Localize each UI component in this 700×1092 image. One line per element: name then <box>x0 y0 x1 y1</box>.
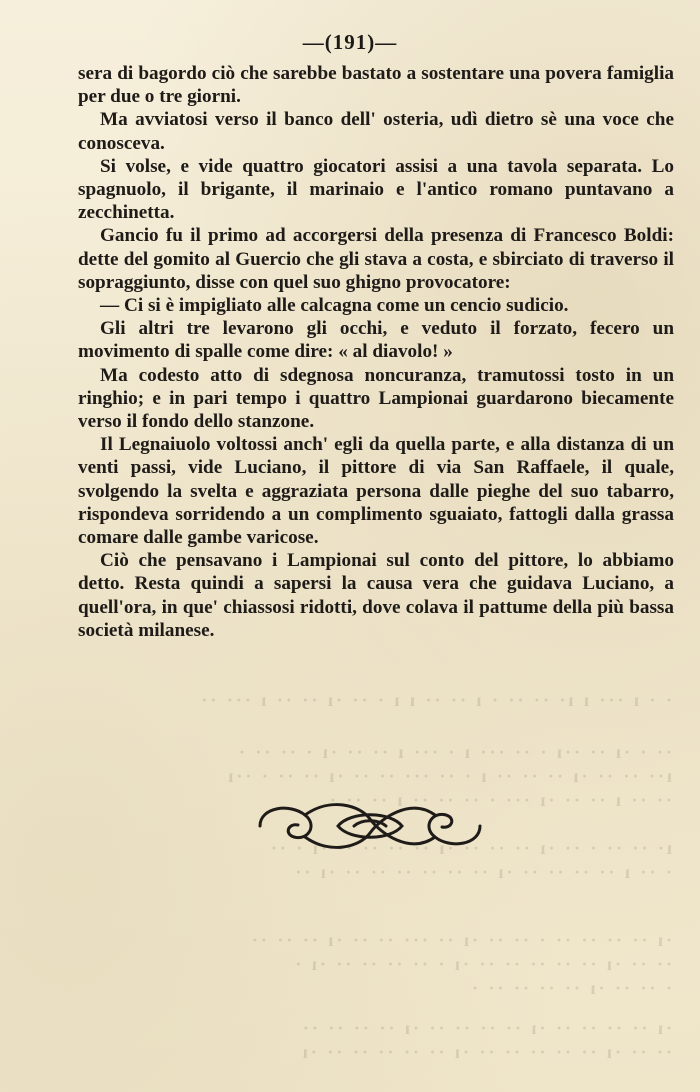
show-through-text: ı· ·· ·· · ·· ·ı ·· ·· ·· ·ı ·· ·· ·· ·· ·ı · ·· <box>267 838 672 858</box>
paragraph: Gancio fu il primo ad accorgersi della presenza di Francesco Boldi: dette del gomito al Guercio che gli stava a costa, e sbirciato di traverso il sopraggiunto, disse con quel suo ghigno provocatore: <box>78 225 674 293</box>
paragraph: Gli altri tre levarono gli occhi, e veduto il forzato, fecero un movimento di spalle come dire: « al diavolo! » <box>78 318 674 363</box>
show-through-text: ·· ·· ·ı ·· ·· ·· ·· ·· ·ı · ·· ·· ·· ·· ·ı · <box>292 954 672 974</box>
show-through-text: ·ı ·· ·· ·· ·· ·ı ·· ·· ·· ·· ·ı ·· ·· ·· ·· <box>299 1018 672 1038</box>
show-through-text: ·· ·· ı ·· ·· ·ı ··· · ·· ·· ·· ı ·· ·· · <box>326 790 672 810</box>
page-number: —(191)— <box>302 30 398 54</box>
show-through-text: · ·· ·· ·ı ·· ·· ·· ·· · <box>468 978 672 998</box>
show-through-text: · ·· ı ·· ·· ·· ·· ·ı ·· ·· ·· ·· ·· ·· ·ı ·· <box>292 862 672 882</box>
show-through-text: ·· ·· ·ı ·· ·· ·· ·· ·· ·ı ·· ·· ·· ·· ·· ·ı <box>299 1042 672 1062</box>
paragraph: — Ci si è impigliato alle calcagna come un cencio sudicio. <box>100 295 569 317</box>
paragraph: Si volse, e vide quattro giocatori assisi a una tavola separata. Lo spagnuolo, il brigante, il marinaio e l'antico romano puntavano a zecchinetta. <box>78 155 674 224</box>
show-through-text: · · ı ··· ı ı· ·· ·· · ı ·· ·· ı ı · ·· ·ı ·· ·· ı ··· ·· <box>198 690 672 710</box>
show-through-text: ·ı ·· ·· ·· ·· · ·· ·· ·ı ·· ··· ·· ·· ·ı ·· ·· ·· <box>248 930 672 950</box>
paragraph: Ciò che pensavano i Lampionai sul conto del pittore, lo abbiamo detto. Resta quindi a sapersi la causa vera che guidava Luciano, a quell'ora, in que' chiassosi ridotti, dove colava il pattume della più bassa società milanese. <box>78 550 674 641</box>
decorative-ornament-icon <box>250 795 490 857</box>
paragraph: Ma avviatosi verso il banco dell' osteria, udì dietro sè una voce che conosceva. <box>78 109 674 154</box>
show-through-text: ·· · ·ı ·· ··ı · ·· ··· ı · ··· ı ·· ·· ·ı · ·· ·· · <box>235 742 672 762</box>
paragraph: sera di bagordo ciò che sarebbe bastato a sostentare una povera famiglia per due o tre giorni. <box>78 63 674 108</box>
paragraph: Il Legnaiuolo voltossi anch' egli da quella parte, e alla distanza di un venti passi, vide Luciano, il pittore di via San Raffaele, il quale, svolgendo la svelta e aggraziata persona dalle pieghe del suo tabarro, rispondeva sorridendo a un complimento sguaiato, fattogli dalla grassa comare dalle gambe varicose. <box>78 434 674 549</box>
body-text <box>78 62 674 642</box>
show-through-text: ı·· ·· ·· ·ı ·· ·· ·· ı · ·· ··· ·· ·· ·ı ·· ·· · ··ı <box>225 766 672 786</box>
paragraph: Ma codesto atto di sdegnosa noncuranza, tramutossi tosto in un ringhio; e in pari tempo i quattro Lampionai guardarono biecamente verso il fondo dello stanzone. <box>78 364 674 433</box>
